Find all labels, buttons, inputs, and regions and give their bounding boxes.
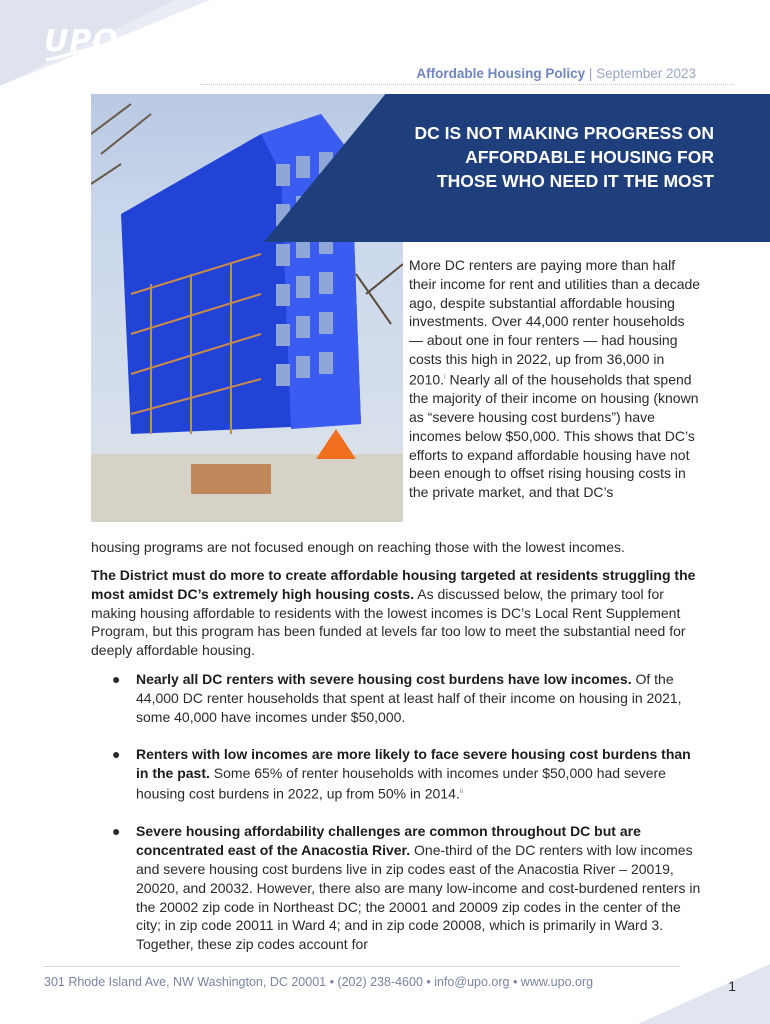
bullet-text: Some 65% of renter households with incomes under $50,000 had severe housing cost burdens in 2022, up from 50% in 2014.	[136, 765, 666, 802]
page-title	[334, 121, 714, 193]
header-publication-line	[12, 66, 696, 81]
footnote-ref-ii[interactable]: ii	[459, 787, 463, 795]
bullet-text: One-third of the DC renters with low incomes and severe housing cost burdens live in zip codes east of the Anacostia River – 20019, 20020, and 20032. However, there also are many low-income and cost-burdened renters in the 20002 zip code in Northeast DC; the 20001 and 20009 zip codes in the center of the city; in zip code 20011 in Ward 4; and in zip code 20008, which is primarily in Ward 3. Together, these zip codes account for	[136, 842, 701, 953]
intro-paragraph	[409, 256, 701, 502]
footnote-ref-i[interactable]: i	[444, 373, 446, 381]
findings-list	[110, 670, 704, 973]
intro-text-b: Nearly all of the households that spend the majority of their income on housing (known as “severe housing cost burdens”) have incomes below $50,000. This shows that DC’s efforts to expand affordable housing have not been enough to offset rising housing costs in the private market, and that DC’s	[409, 371, 699, 501]
header-separator: |	[585, 66, 597, 81]
bullet-icon: ●	[112, 823, 121, 840]
publication-date: September 2023	[596, 66, 696, 81]
bullet-icon: ●	[112, 671, 121, 687]
title-line-2: AFFORDABLE HOUSING FOR	[465, 147, 714, 167]
policy-paragraph	[91, 566, 701, 660]
bullet-icon: ●	[112, 746, 121, 763]
upo-logo	[44, 22, 119, 66]
footer-contact: 301 Rhode Island Ave, NW Washington, DC 20001 • (202) 238-4600 • info@upo.org • www.upo.org	[44, 975, 594, 989]
page-number: 1	[728, 978, 736, 994]
footer-divider	[44, 966, 680, 967]
intro-paragraph-tail: housing programs are not focused enough on reaching those with the lowest incomes.	[91, 539, 625, 555]
publication-name: Affordable Housing Policy	[416, 66, 586, 81]
intro-text-a: More DC renters are paying more than half their income for rent and utilities than a decade ago, despite substantial affordable housing investments. Over 44,000 renter households — about one in four renters — had housing costs this high in 2022, up from 36,000 in 2010.	[409, 257, 701, 388]
list-item	[110, 745, 704, 803]
bullet-lead: Nearly all DC renters with severe housing cost burdens have low incomes.	[136, 671, 632, 687]
header-divider	[200, 84, 734, 85]
title-line-1: DC IS NOT MAKING PROGRESS ON	[414, 123, 714, 143]
policy-rest: As discussed below, the primary tool for making housing affordable to residents with the lowest incomes is DC’s Local Rent Supplement Program, but this program has been funded at levels far too low to meet the substantial need for deeply affordable housing.	[91, 585, 686, 659]
logo-swoosh-icon	[44, 22, 116, 66]
logo-text: UPO	[44, 24, 119, 59]
list-item	[110, 670, 704, 726]
bullet-lead: Severe housing affordability challenges are common throughout DC but are concentrated east of the Anacostia River.	[136, 823, 641, 859]
list-item	[110, 822, 704, 954]
bullet-lead: Renters with low incomes are more likely to face severe housing cost burdens than in the past.	[136, 746, 691, 782]
title-line-3: THOSE WHO NEED IT THE MOST	[436, 171, 714, 191]
bullet-text: Of the 44,000 DC renter households that spent at least half of their income on housing in 2021, some 40,000 have incomes under $50,000.	[136, 671, 682, 725]
policy-lead: The District must do more to create affordable housing targeted at residents struggling the most amidst DC’s extremely high housing costs.	[91, 567, 696, 602]
